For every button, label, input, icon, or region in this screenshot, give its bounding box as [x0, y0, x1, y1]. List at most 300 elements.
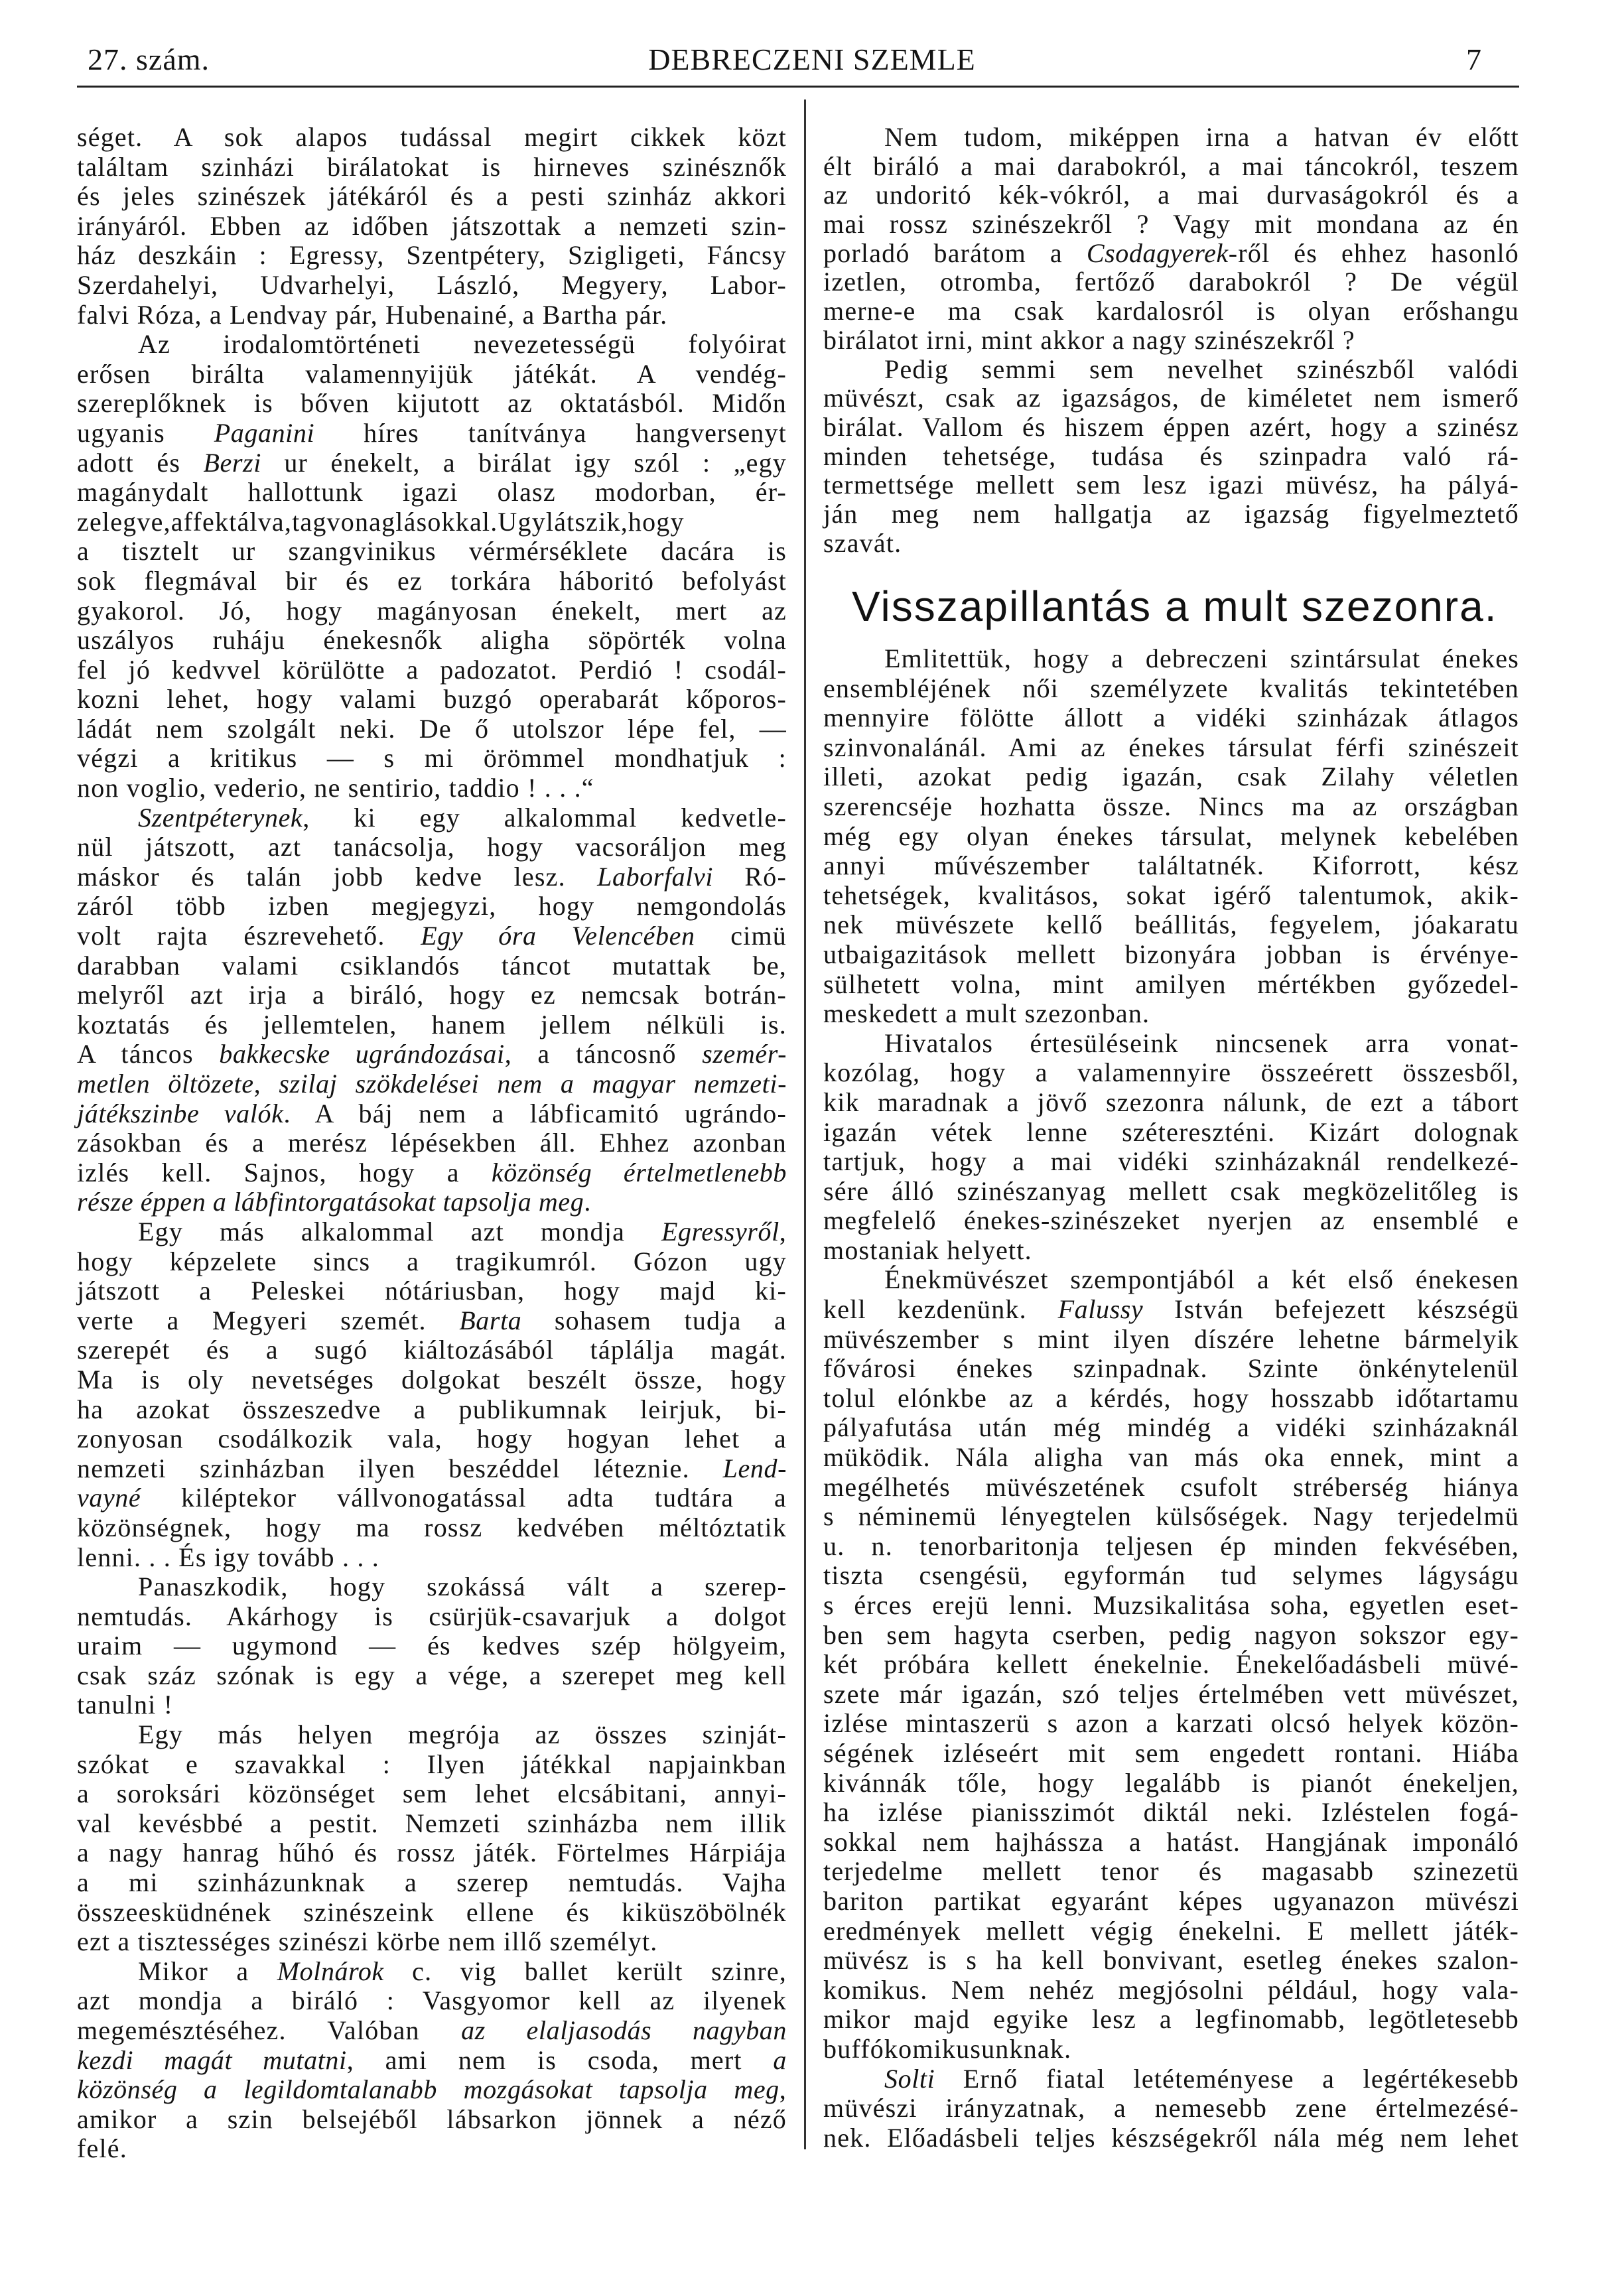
text-line — [77, 714, 787, 744]
text-run: közönségnek, hogy ma rossz kedvében méltóztatik — [77, 1512, 787, 1542]
text-run: illeti, azokat pedig igazán, csak Zilahy véletlen — [823, 762, 1519, 792]
text-run: u. n. tenorbaritonja teljesen ép minden fekvésében, — [823, 1530, 1519, 1561]
text-line — [823, 1946, 1519, 1976]
paragraph — [823, 644, 1519, 1029]
text-run: zásokban és a merész lépésekben áll. Ehhez azonban — [77, 1128, 787, 1158]
text-run: birálatot irni, mint akkor a nagy szinészekről ? — [823, 324, 1355, 355]
text-line — [77, 803, 787, 833]
paragraph — [77, 1217, 787, 1572]
text-line — [823, 1916, 1519, 1946]
text-run: a tisztelt ur szangvinikus vérmérséklete dacára is — [77, 536, 787, 567]
text-run: amikor a szin belsejéből lábsarkon jönnek a néző — [77, 2104, 787, 2134]
text-line — [823, 2035, 1519, 2064]
text-run: szavát. — [823, 527, 902, 558]
text-line — [77, 921, 787, 951]
italic-text-run: Szentpéterynek — [138, 802, 303, 833]
text-run: lenni. . . És igy tovább . . . — [77, 1542, 379, 1572]
text-run: uraim — ugymond — és kedves szép hölgyeim, — [77, 1631, 787, 1661]
text-run: Az irodalomtörténeti nevezetességü folyóirat — [138, 329, 787, 360]
text-run: hogy képzelete sincs a tragikumról. Gózon ugy — [77, 1246, 787, 1276]
text-run: izlés kell. Sajnos, hogy a — [77, 1157, 492, 1187]
text-line — [77, 419, 787, 448]
text-run: termettsége mellett sem lesz igazi müvész, ha pályá- — [823, 470, 1519, 500]
text-line — [823, 500, 1519, 529]
text-run: kik maradnak a jövő szezonra nálunk, de ezt a tábort — [823, 1087, 1519, 1117]
paragraph — [823, 2064, 1519, 2153]
text-line — [823, 123, 1519, 152]
text-line — [823, 383, 1519, 413]
text-run: ezt a tisztességes szinészi körbe nem illő személyt. — [77, 1926, 658, 1957]
text-run: Szerdahelyi, Udvarhelyi, László, Megyery, Labor- — [77, 269, 787, 300]
journal-title: DEBRECZENI SZEMLE — [648, 42, 976, 76]
text-run: gyakorol. Jó, hogy magányosan énekelt, mert az — [77, 595, 787, 626]
paragraph — [77, 330, 787, 803]
text-line — [77, 212, 787, 241]
italic-text-run: Egressyről — [661, 1216, 779, 1246]
text-line — [77, 980, 787, 1010]
italic-text-run: Csodagyerek — [1086, 237, 1229, 268]
text-run: volt rajta észrevehető. — [77, 921, 421, 951]
text-line — [823, 297, 1519, 326]
text-run: sére álló szinészanyag mellett csak megközelitőleg is — [823, 1176, 1519, 1206]
italic-text-run: közönség a legildomtalanabb mozgásokat tapsolja meg — [77, 2074, 779, 2105]
text-run: máskor és talán jobb kedve lesz. — [77, 861, 598, 892]
text-line — [77, 1365, 787, 1395]
text-run: s néminemü lényegtelen külsőségek. Nagy terjedelmü — [823, 1501, 1519, 1532]
text-run: tiszta csengésü, egyformán tud selymes lágyságu — [823, 1560, 1519, 1591]
text-run: tehetségek, kvalitásos, sokat igérő talentumok, akik- — [823, 880, 1519, 910]
text-run: zonyosan csodálkozik vala, hogy hogyan lehet a — [77, 1424, 787, 1454]
text-line — [823, 999, 1519, 1029]
text-run: két próbára kellett énekelnie. Énekelőadásbeli müvé- — [823, 1649, 1519, 1680]
text-line — [77, 1335, 787, 1365]
text-line — [77, 301, 787, 330]
text-run: igazán vétek lenne szétereszténi. Kizárt dolognak — [823, 1116, 1519, 1147]
text-run: nemzeti szinházban ilyen beszéddel léteznie. — [77, 1453, 723, 1483]
text-run: müvészi irányzatnak, a nemesebb zene értelmezésé- — [823, 2093, 1519, 2123]
text-line — [77, 2046, 787, 2076]
text-run: annyi művészember találtatnék. Kiforrott, kész — [823, 850, 1519, 881]
text-line — [823, 970, 1519, 1000]
text-line — [823, 326, 1519, 355]
text-line — [77, 123, 787, 153]
text-line — [823, 910, 1519, 940]
italic-text-run: része éppen a lábfintorgatásokat tapsolja meg — [77, 1187, 584, 1217]
text-line — [823, 442, 1519, 471]
text-line — [823, 152, 1519, 181]
text-run: kozólag, hogy a valamennyire összeérett összesből, — [823, 1057, 1519, 1088]
text-line — [77, 1099, 787, 1129]
text-run: kozni lehet, hogy valami buzgó operabarát kőporos- — [77, 684, 787, 714]
text-run: Ernő fiatal letéteményese a legértékesebb — [935, 2063, 1519, 2094]
text-run: adott és — [77, 447, 204, 478]
text-line — [823, 1088, 1519, 1118]
text-line — [77, 1631, 787, 1661]
text-run: megfelelő énekes-szinészeket nyerjen az ensemblé e — [823, 1205, 1519, 1236]
text-run: fel jó kedvvel körülötte a padozatot. Perdió ! csodál- — [77, 654, 787, 685]
text-line — [823, 1502, 1519, 1532]
text-run: A táncos — [77, 1039, 220, 1069]
text-line — [77, 1957, 787, 1987]
text-run: meskedett a mult szezonban. — [823, 998, 1150, 1029]
text-run: . — [584, 1187, 592, 1217]
text-run: nek. Előadásbeli teljes készségekről nála még nem lehet — [823, 2122, 1519, 2153]
text-line — [77, 744, 787, 773]
text-run: koztatás és jellemtelen, hanem jellem nélküli is. — [77, 1009, 787, 1040]
italic-text-run: Berzi — [203, 447, 261, 478]
paragraph — [823, 1265, 1519, 2064]
text-line — [823, 1798, 1519, 1828]
text-run: uszályos ruháju énekesnők aligha söpörték volna — [77, 625, 787, 655]
text-line — [823, 470, 1519, 500]
text-line — [823, 239, 1519, 268]
text-line — [77, 1069, 787, 1099]
text-run: , — [779, 1216, 787, 1246]
italic-text-run: Molnárok — [277, 1956, 384, 1986]
text-line — [823, 355, 1519, 384]
text-line — [77, 1779, 787, 1809]
text-line — [77, 1543, 787, 1573]
text-run: szete már igazán, szó teljes értelmében vett müvészet, — [823, 1678, 1519, 1709]
paragraph — [77, 123, 787, 330]
text-run: híres tanítványa hangversenyt — [314, 417, 787, 448]
text-run: és jeles szinészek játékáról és a pesti szinház akkori — [77, 181, 787, 212]
text-run: az undoritó kék-vókról, a mai durvaságokról és a — [823, 180, 1519, 210]
text-line — [823, 1295, 1519, 1325]
text-run: kivánnák tőle, hogy legalább is pianót énekeljen, — [823, 1767, 1519, 1798]
text-run: , a táncosnő — [504, 1039, 703, 1069]
text-line — [77, 1128, 787, 1158]
text-run: magánydalt hallottunk igazi olasz modorban, ér- — [77, 477, 787, 507]
italic-text-run: a — [773, 2045, 787, 2075]
text-run: ha izlése pianisszimót diktál neki. Izléstelen fogá- — [823, 1797, 1519, 1828]
text-line — [77, 1306, 787, 1336]
text-line — [77, 360, 787, 389]
text-line — [823, 674, 1519, 704]
text-line — [823, 1443, 1519, 1473]
text-line — [77, 2105, 787, 2135]
text-line — [823, 1769, 1519, 1798]
text-run: c. vig ballet került szinre, — [383, 1956, 787, 1986]
text-run: s érces erejü lenni. Muzsikalitása soha, egyetlen eset- — [823, 1590, 1519, 1620]
text-run: falvi Róza, a Lendvay pár, Hubenainé, a Bartha pár. — [77, 299, 668, 330]
text-line — [77, 1690, 787, 1720]
text-line — [823, 180, 1519, 210]
text-line — [823, 1147, 1519, 1177]
text-line — [77, 626, 787, 655]
text-run: izlése mintaszerü s azon a karzati olcsó helyek közön- — [823, 1708, 1519, 1739]
text-run: verte a Megyeri szemét. — [77, 1305, 460, 1335]
text-run: még egy olyan énekes társulat, melynek kebelében — [823, 821, 1519, 851]
text-run: müvészember s mint ilyen díszére lehetne bármelyik — [823, 1323, 1519, 1354]
text-run: Pedig semmi sem nevelhet szinészből valódi — [884, 354, 1519, 384]
text-line — [823, 1680, 1519, 1710]
text-line — [823, 1828, 1519, 1857]
text-line — [823, 413, 1519, 442]
paragraph — [77, 1572, 787, 1720]
text-line — [77, 1720, 787, 1750]
text-line — [77, 567, 787, 596]
text-line — [77, 1217, 787, 1247]
text-run: , ami nem is csoda, mert — [346, 2045, 774, 2075]
text-run: összeesküdnének szinészeink ellene és kiküszöbölnék — [77, 1897, 787, 1927]
text-run: sok flegmával bir és ez torkára háboritó befolyást — [77, 565, 787, 596]
text-line — [823, 2123, 1519, 2153]
text-run: ha azokat összeszedve a publikumnak leirjuk, bi- — [77, 1394, 787, 1424]
text-line — [823, 644, 1519, 674]
text-run: nek müvészete kellő beállitás, fegyelem, jóakaratu — [823, 909, 1519, 940]
text-line — [823, 733, 1519, 763]
text-run: zelegve,affektálva,tagvonaglásokkal.Ugylátszik,hogy — [77, 506, 685, 537]
text-line — [77, 1868, 787, 1898]
text-run: mennyire fölötte állott a vidéki szinházak átlagos — [823, 703, 1519, 733]
text-run: a nagy hanrag hűhó és rossz játék. Förtelmes Hárpiája — [77, 1838, 787, 1868]
italic-text-run: közönség értelmetlenebb — [491, 1157, 787, 1187]
text-run: záról több izben megjegyzi, hogy nemgondolás — [77, 891, 787, 921]
paragraph — [77, 803, 787, 1217]
text-run: Ma is oly nevetséges dolgokat beszélt össze, hogy — [77, 1364, 787, 1394]
text-line — [77, 153, 787, 182]
text-run: tolul elónkbe az a kérdés, hogy hosszabb időtartamu — [823, 1382, 1519, 1413]
text-line — [823, 529, 1519, 558]
text-run: mikor majd egyike lesz a legfinomabb, legötletesebb — [823, 2004, 1519, 2035]
italic-text-run: Barta — [459, 1305, 522, 1335]
text-line — [77, 1010, 787, 1040]
text-line — [823, 1591, 1519, 1621]
text-run: bariton partikat egyaránt képes ugyanazon müvészi — [823, 1885, 1519, 1916]
paragraph — [77, 1957, 787, 2164]
paragraph — [823, 1029, 1519, 1266]
text-run: . A báj nem a lábficamitó ugrándo- — [283, 1098, 787, 1128]
page-number: 7 — [1466, 42, 1482, 76]
text-line — [77, 862, 787, 892]
text-line — [823, 1029, 1519, 1059]
text-run: merne-e ma csak kardalosról is olyan erőshangu — [823, 296, 1519, 326]
italic-text-run: az elaljasodás nagyban — [461, 2015, 787, 2045]
text-run: sülhetett volna, mint amilyen mértékben győzedel- — [823, 969, 1519, 999]
text-line — [77, 1602, 787, 1632]
text-line — [77, 1158, 787, 1188]
text-run: mostaniak helyett. — [823, 1235, 1032, 1265]
text-line — [77, 1809, 787, 1839]
text-line — [77, 596, 787, 626]
text-line — [823, 1384, 1519, 1414]
italic-text-run: metlen öltözete, szilaj szökdelései nem a magyar nemzeti- — [77, 1069, 787, 1099]
text-line — [77, 1750, 787, 1780]
text-line — [823, 822, 1519, 852]
text-run: non voglio, vederio, ne sentirio, taddio ! . . .“ — [77, 773, 594, 803]
text-run: ház deszkáin : Egressy, Szentpétery, Szigligeti, Fáncsy — [77, 240, 787, 271]
italic-text-run: Falussy — [1057, 1294, 1144, 1325]
text-line — [77, 2075, 787, 2105]
text-run: terjedelme mellett tenor és magasabb szinezetü — [823, 1856, 1519, 1887]
italic-text-run: Egy óra Velencében — [421, 921, 695, 951]
text-run: tanulni ! — [77, 1690, 174, 1720]
text-line — [823, 210, 1519, 239]
text-line — [77, 1661, 787, 1691]
text-run: szerencséje hozhatta össze. Nincs ma az országban — [823, 791, 1519, 821]
text-run: nemtudás. Akárhogy is csürjük-csavarjuk a dolgot — [77, 1601, 787, 1631]
text-line — [77, 1187, 787, 1217]
text-run: Egy más helyen megrója az összes szinját- — [138, 1719, 787, 1750]
column-divider — [804, 100, 806, 2149]
text-run: darabban valami csiklandós táncot mutattak be, — [77, 950, 787, 980]
text-run: minden tehetsége, tudása és szinpadra való rá- — [823, 440, 1519, 471]
text-run: végzi a kritikus — s mi örömmel mondhatjuk : — [77, 743, 787, 773]
text-line — [77, 1247, 787, 1277]
text-line — [77, 537, 787, 567]
text-line — [823, 703, 1519, 733]
text-run: ugyanis — [77, 417, 214, 448]
text-run: élt biráló a mai darabokról, a mai táncokról, teszem — [823, 151, 1519, 181]
text-run: irányáról. Ebben az időben játszottak a nemzeti szin- — [77, 210, 787, 241]
text-line — [77, 773, 787, 803]
text-run: ensembléjének női személyzete kvalitás tekintetében — [823, 673, 1519, 703]
text-run: Egy más alkalommal azt mondja — [138, 1216, 661, 1246]
text-run: buffókomikusunknak. — [823, 2033, 1072, 2064]
text-run: megemésztéséhez. Valóban — [77, 2015, 462, 2045]
text-line — [77, 1513, 787, 1543]
text-run: Mikor a — [138, 1956, 277, 1986]
text-line — [823, 1857, 1519, 1887]
italic-text-run: Paganini — [214, 417, 315, 448]
text-run: Énekmüvészet szempontjából a két első énekesen — [884, 1264, 1519, 1295]
text-line — [823, 1325, 1519, 1355]
text-line — [823, 1976, 1519, 2005]
text-run: István befejezett készségü — [1143, 1294, 1519, 1325]
italic-text-run: bakkecske ugrándozásai — [219, 1039, 505, 1069]
text-line — [77, 1838, 787, 1868]
text-line — [77, 1276, 787, 1306]
text-line — [823, 1532, 1519, 1562]
text-line — [77, 182, 787, 212]
right-column-article — [823, 644, 1519, 2153]
italic-text-run: Solti — [884, 2063, 935, 2094]
text-line — [77, 1454, 787, 1484]
text-line — [823, 2005, 1519, 2035]
text-run: szereplőknek is bőven kijutott az oktatásból. Midőn — [77, 388, 787, 419]
text-line — [823, 1621, 1519, 1650]
text-run: müködik. Nála aligha van más oka ennek, mint a — [823, 1442, 1519, 1473]
text-run: szinvonalánál. Ami az énekes társulat férfi szinészeit — [823, 732, 1519, 762]
text-run: eredmények mellett végig énekelni. E mellett játék- — [823, 1915, 1519, 1946]
text-run: fővárosi énekes szinpadnak. Szinte önkénytelenül — [823, 1353, 1519, 1384]
text-line — [77, 2134, 787, 2164]
left-column — [77, 123, 787, 2164]
text-line — [77, 1483, 787, 1513]
text-run: találtam szinházi birálatokat is hirneves szinésznők — [77, 151, 787, 182]
text-run: müvész is s ha kell bonvivant, esetleg énekes szalon- — [823, 1945, 1519, 1976]
text-run: kell kezdenünk. — [823, 1294, 1058, 1325]
text-line — [823, 1887, 1519, 1916]
text-line — [823, 940, 1519, 970]
text-line — [823, 1473, 1519, 1503]
text-line — [77, 833, 787, 862]
text-run: ur énekelt, a birálat igy szól : „egy — [261, 447, 787, 478]
text-run: felé. — [77, 2133, 127, 2164]
text-run: utbaigazitások mellett bizonyára jobban is érvénye- — [823, 939, 1519, 969]
text-run: Hivatalos értesüléseink nincsenek arra vonat- — [884, 1028, 1519, 1058]
text-line — [77, 2016, 787, 2046]
text-line — [823, 851, 1519, 881]
text-line — [823, 1177, 1519, 1207]
italic-text-run: kezdi magát mutatni — [77, 2045, 347, 2075]
text-line — [77, 685, 787, 714]
paragraph — [77, 1720, 787, 1957]
text-run: birálat. Vallom és hiszem éppen azért, hogy a szinész — [823, 411, 1519, 442]
text-line — [823, 267, 1519, 297]
text-line — [823, 1709, 1519, 1739]
text-run: müvészt, csak az igazságos, de kiméletet nem ismerő — [823, 383, 1519, 413]
text-line — [77, 478, 787, 507]
text-run: pályafutása után még mindég a vidéki szinházaknál — [823, 1412, 1519, 1443]
text-run: megélhetés müvészetének csufolt stréberség hiánya — [823, 1471, 1519, 1502]
text-run: a soroksári közönséget sem lehet elcsábitani, annyi- — [77, 1779, 787, 1809]
italic-text-run: Laborfalvi — [597, 861, 714, 892]
italic-text-run: Lend- — [722, 1453, 787, 1483]
italic-text-run: szemér- — [702, 1039, 787, 1069]
text-line — [823, 1265, 1519, 1295]
text-run: Ró- — [713, 861, 787, 892]
text-run: nül játszott, azt tanácsolja, hogy vacsoráljon meg — [77, 832, 787, 862]
text-line — [823, 762, 1519, 792]
text-run: mai rossz szinészekről ? Vagy mit mondana az én — [823, 209, 1519, 239]
text-line — [823, 1118, 1519, 1148]
text-run: , — [779, 2074, 787, 2105]
text-run: kiléptekor vállvonogatással adta tudtára a — [141, 1483, 787, 1513]
issue-number: 27. szám. — [88, 42, 210, 76]
text-run: , ki egy alkalommal kedvetle- — [303, 802, 787, 833]
text-run: -ről és ehhez hasonló — [1228, 237, 1519, 268]
text-line — [823, 1058, 1519, 1088]
text-line — [823, 792, 1519, 822]
text-run: tartjuk, hogy a mai vidéki szinházaknál rendelkezé- — [823, 1146, 1519, 1177]
text-line — [77, 1424, 787, 1454]
text-line — [77, 655, 787, 685]
header-rule — [77, 86, 1519, 88]
text-run: porladó barátom a — [823, 237, 1087, 268]
text-run: komikus. Nem nehéz megjósolni például, hogy vala- — [823, 1974, 1519, 2005]
text-line — [823, 2094, 1519, 2123]
text-line — [77, 1898, 787, 1928]
text-run: Panaszkodik, hogy szokássá vált a szerep- — [138, 1572, 787, 1602]
italic-text-run: játékszinbe valók — [77, 1098, 284, 1128]
text-run: Nem tudom, miképpen irna a hatvan év előtt — [884, 122, 1519, 152]
right-column-top — [823, 123, 1519, 557]
article-title: Visszapillantás a mult szezonra. — [852, 582, 1498, 630]
text-line — [77, 507, 787, 537]
text-run: ségének izléseért mit sem engedett rontani. Hiába — [823, 1737, 1519, 1768]
text-line — [823, 1354, 1519, 1384]
text-line — [77, 1986, 787, 2016]
text-line — [823, 1413, 1519, 1443]
paragraph — [823, 123, 1519, 355]
text-line — [823, 1650, 1519, 1680]
text-run: melyről azt irja a biráló, hogy ez nemcsak botrán- — [77, 980, 787, 1010]
text-line — [77, 1040, 787, 1069]
text-line — [77, 330, 787, 360]
text-run: sohasem tudja a — [521, 1305, 787, 1335]
text-line — [823, 1739, 1519, 1769]
text-line — [77, 241, 787, 271]
text-line — [77, 448, 787, 478]
text-line — [77, 951, 787, 981]
text-line — [77, 389, 787, 419]
text-run: Emlitettük, hogy a debreczeni szintársulat énekes — [884, 643, 1519, 673]
text-line — [823, 1206, 1519, 1236]
text-line — [77, 1927, 787, 1957]
text-line — [823, 1561, 1519, 1591]
